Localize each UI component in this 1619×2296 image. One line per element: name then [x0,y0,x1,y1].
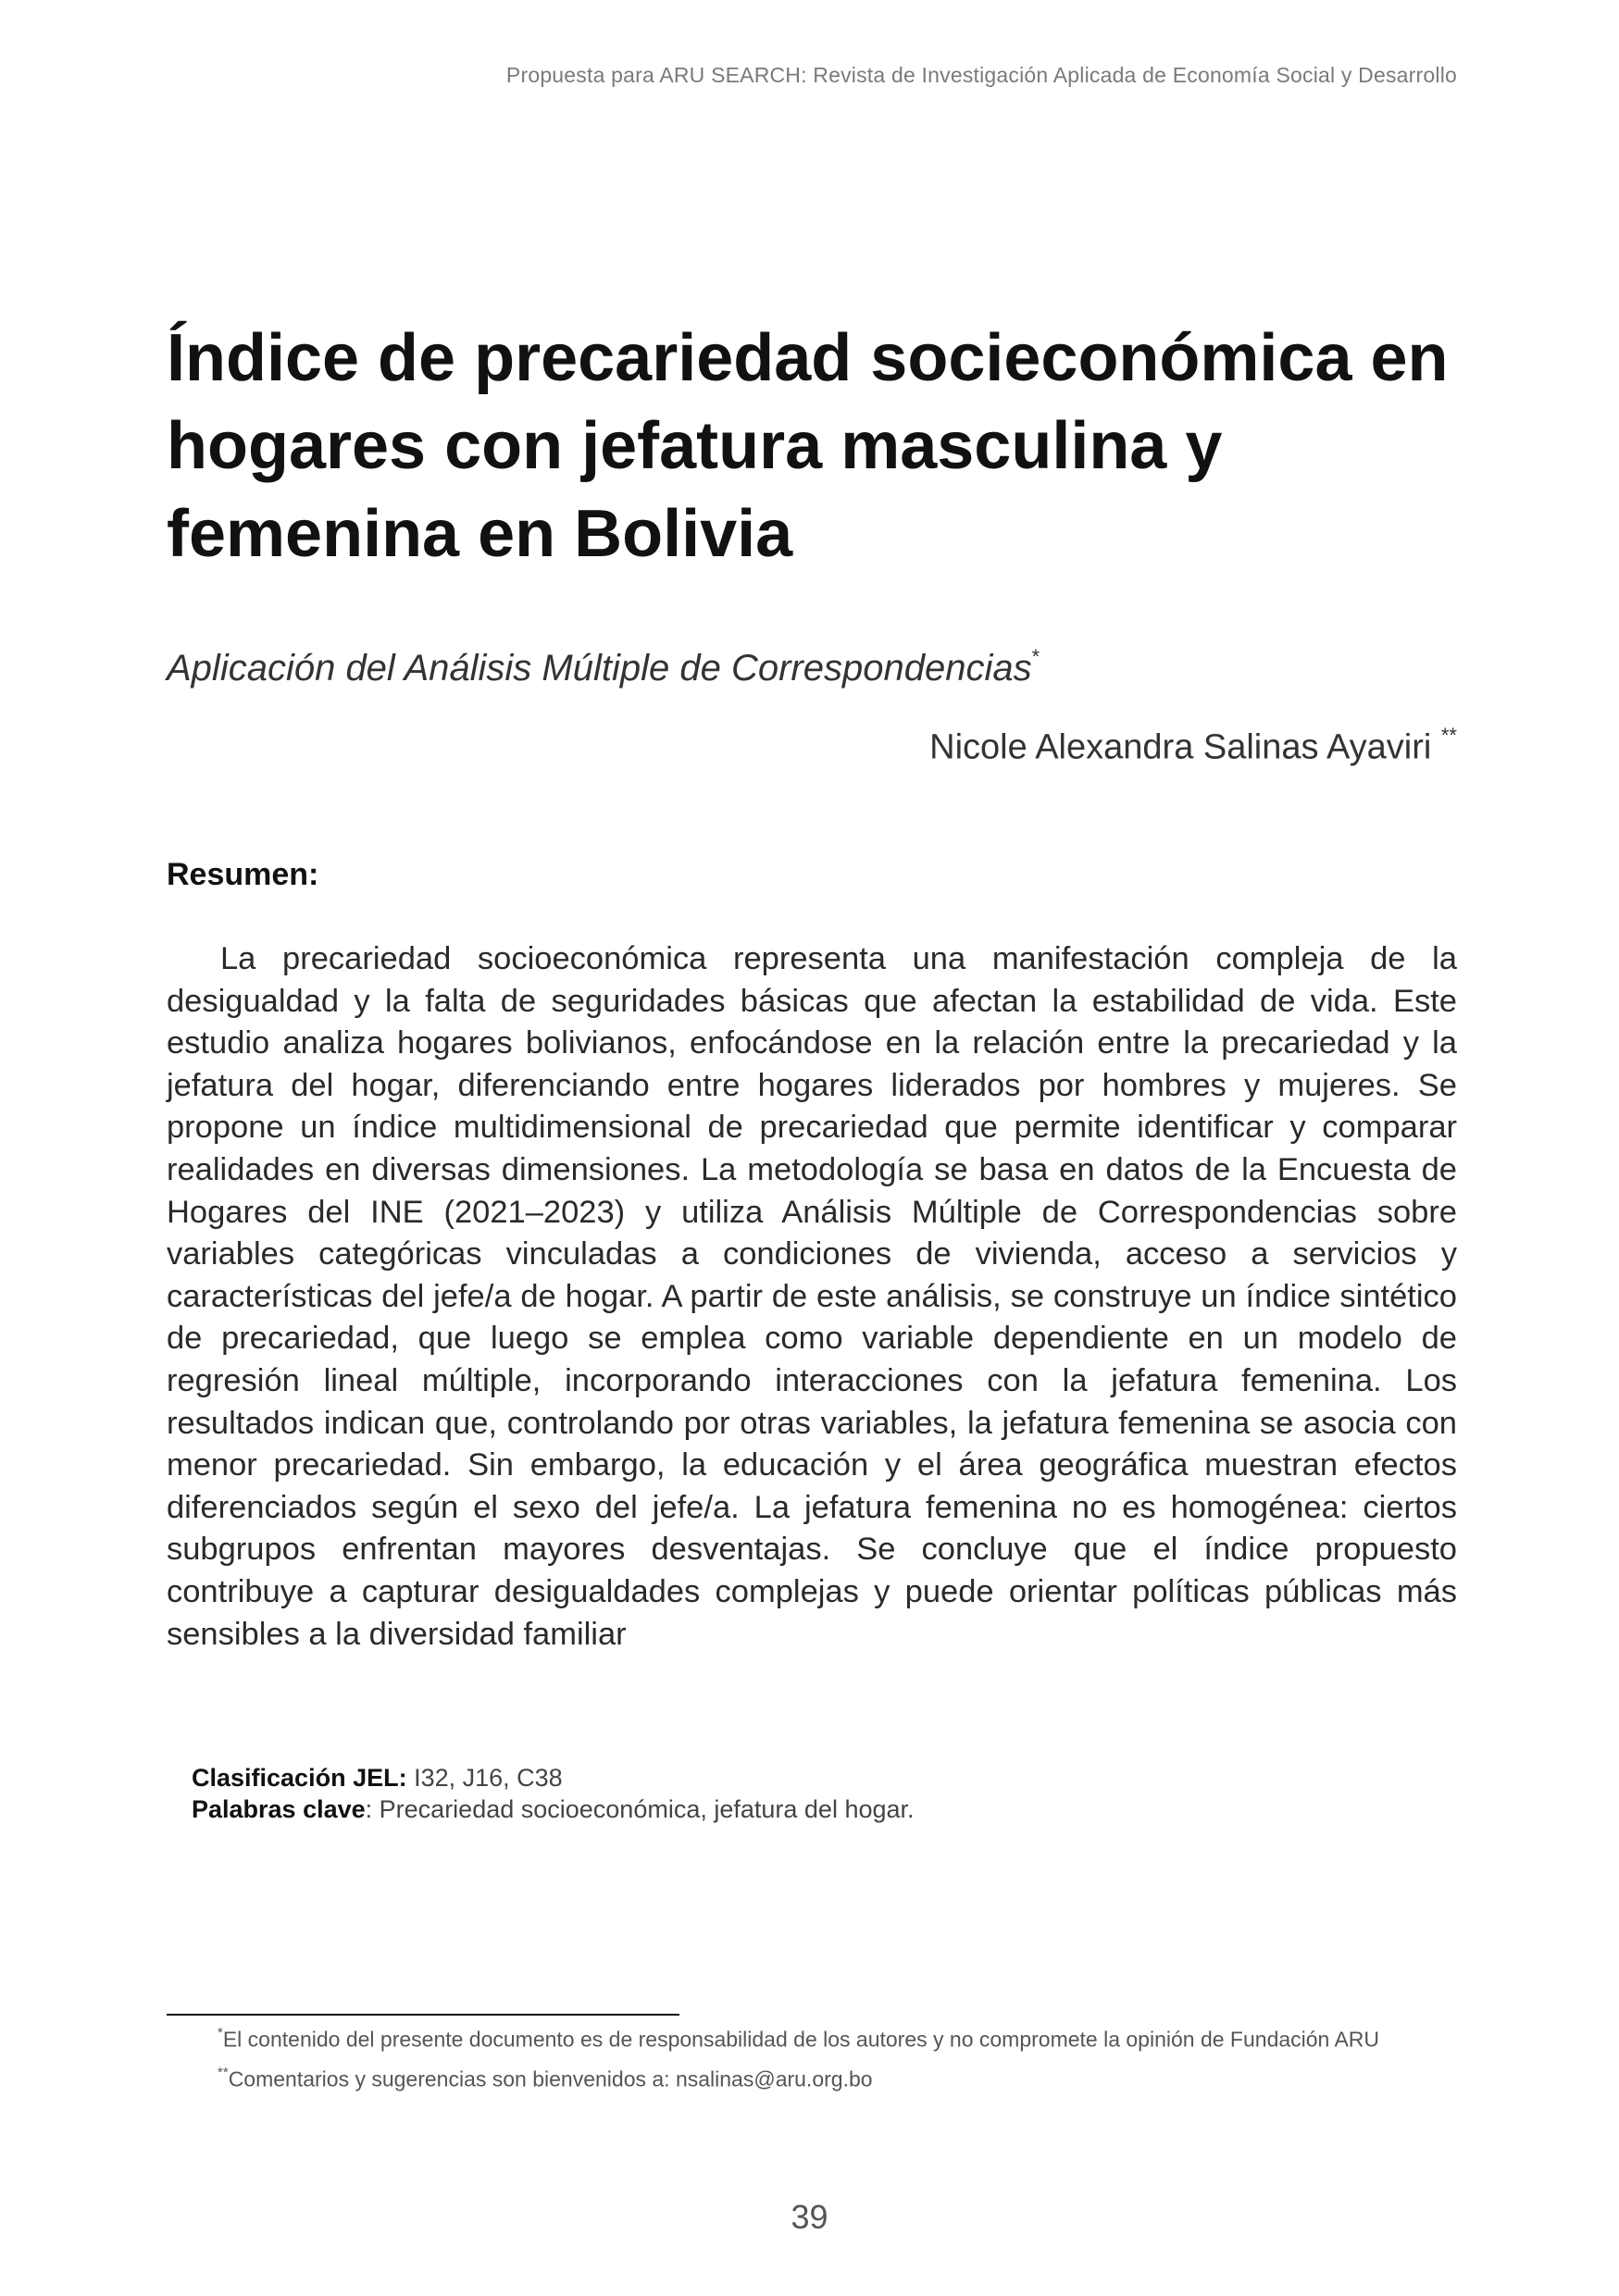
jel-classification [192,1762,915,1793]
keywords-label: Palabras clave [192,1795,366,1823]
abstract-text: La precariedad socioeconómica representa una manifestación compleja de la desigualdad y la falta de seguridades básicas que afectan la estabilidad de vida. Este estudio analiza hogares bolivianos, enfocándose en la relación entre la precariedad y la jefatura del hogar, diferenciando entre hogares liderados por hombres y mujeres. Se propone un índice multidimensional de precariedad que permite identificar y comparar realidades en diversas dimensiones. La metodología se basa en datos de la Encuesta de Hogares del INE (2021–2023) y utiliza Análisis Múltiple de Correspondencias sobre variables categóricas vinculadas a condiciones de vivienda, acceso a servicios y características del jefe/a de hogar. A partir de este análisis, se construye un índice sintético de precariedad, que luego se emplea como variable dependiente en un modelo de regresión lineal múltiple, incorporando interacciones con la jefatura femenina. Los resultados indican que, controlando por otras variables, la jefatura femenina se asocia con menor precariedad. Sin embargo, la educación y el área geográfica muestran efectos diferenciados según el sexo del jefe/a. La jefatura femenina no es homogénea: ciertos subgrupos enfrentan mayores desventajas. Se concluye que el índice propuesto contribuye a capturar desigualdades complejas y puede orientar políticas públicas más sensibles a la diversidad familiar [167,941,1457,1652]
jel-label: Clasificación JEL: [192,1764,407,1792]
footnote-divider [167,2014,679,2016]
footnote-1-text: El contenido del presente documento es de responsabilidad de los autores y no compromete la opinión de Fundación ARU [222,2027,1380,2052]
footnotes [167,2017,1457,2096]
article-metadata [192,1762,915,1825]
footnote-2 [167,2057,1457,2097]
author-footnote-mark[interactable]: ** [1440,724,1457,747]
jel-value: I32, J16, C38 [406,1764,563,1792]
footnote-2-text: Comentarios y sugerencias son bienvenidos a: nsalinas@aru.org.bo [228,2066,873,2091]
author-line [929,724,1457,768]
article-title: Índice de precariedad socieconómica en hogares con jefatura masculina y femenina en Bolivia [167,321,1449,571]
abstract-heading: Resumen: [167,857,319,892]
page-number: 39 [791,2198,828,2236]
subtitle-footnote-mark[interactable]: * [1031,644,1040,668]
article-subtitle [167,644,1040,689]
subtitle-text: Aplicación del Análisis Múltiple de Correspondencias [167,648,1032,689]
footnote-2-mark: ** [218,2064,229,2080]
running-header: Propuesta para ARU SEARCH: Revista de Investigación Aplicada de Economía Social y Desarrollo [505,63,1457,87]
keywords [192,1793,915,1825]
author-name: Nicole Alexandra Salinas Ayaviri [929,727,1432,767]
keywords-value: : Precariedad socioeconómica, jefatura del hogar. [365,1795,915,1823]
footnote-1 [167,2017,1457,2057]
footnote-1-mark: * [218,2025,223,2041]
